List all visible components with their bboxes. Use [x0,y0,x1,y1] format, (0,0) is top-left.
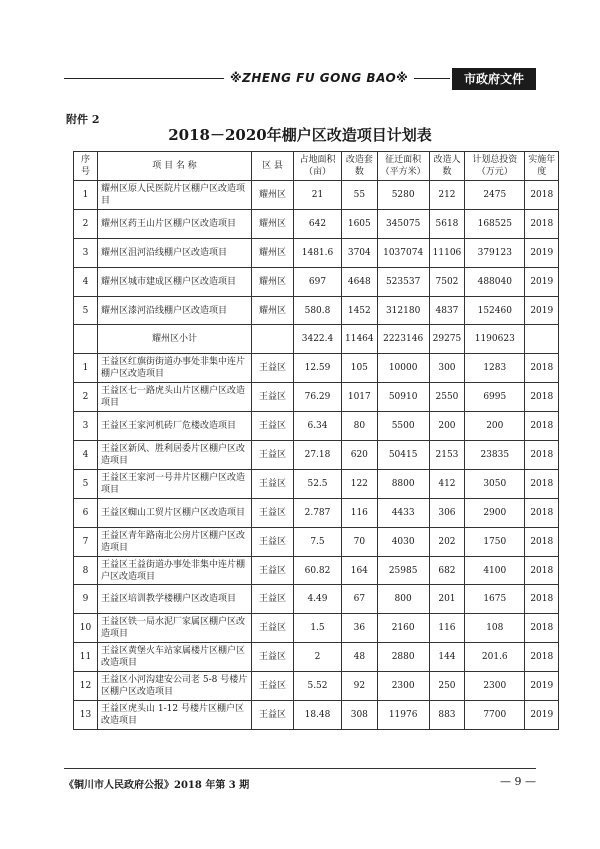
cell-people: 201 [429,585,465,614]
table-row [74,527,559,556]
table-row [74,556,559,585]
cell-investment: 7700 [465,701,525,730]
column-header-relocation: 征迁面积（平方米） [377,152,429,181]
cell-investment: 23835 [465,441,525,470]
cell-relocation-area: 2880 [377,643,429,672]
cell-investment: 379123 [465,238,525,267]
cell-units: 67 [342,585,378,614]
cell-relocation-area: 2300 [377,672,429,701]
cell-relocation-area: 10000 [377,354,429,383]
column-header-units: 改造套数 [342,152,378,181]
cell-district: 王益区 [252,469,294,498]
cell-no: 11 [74,643,98,672]
cell-people: 250 [429,672,465,701]
cell-people: 29275 [429,325,465,354]
cell-people: 2550 [429,383,465,412]
cell-year: 2019 [525,267,559,296]
table-row [74,585,559,614]
table-row [74,354,559,383]
cell-investment: 2900 [465,498,525,527]
cell-district: 王益区 [252,441,294,470]
cell-area: 52.5 [294,469,342,498]
publication-name: 《铜川市人民政府公报》2018 年第 3 期 [64,780,250,791]
cell-project-name: 王益区王家河机砖厂危楼改造项目 [98,412,252,441]
table-row [74,296,559,325]
cell-people: 412 [429,469,465,498]
cell-area: 7.5 [294,527,342,556]
page-title: 2018－2020年棚户区改造项目计划表 [168,126,432,144]
cell-relocation-area: 5280 [377,181,429,210]
cell-units: 4648 [342,267,378,296]
cell-area: 5.52 [294,672,342,701]
cell-people: 5618 [429,209,465,238]
column-header-people: 改造人数 [429,152,465,181]
cell-units: 92 [342,672,378,701]
cell-units: 1017 [342,383,378,412]
cell-area: 1.5 [294,614,342,643]
cell-relocation-area: 50415 [377,441,429,470]
cell-district: 王益区 [252,527,294,556]
cell-district [252,325,294,354]
table-row [74,441,559,470]
cell-year: 2018 [525,556,559,585]
cell-units: 36 [342,614,378,643]
cell-units: 70 [342,527,378,556]
cell-project-name: 王益区青年路南北公房片区棚户区改造项目 [98,527,252,556]
cell-no: 4 [74,267,98,296]
cell-no: 1 [74,181,98,210]
cell-relocation-area: 1037074 [377,238,429,267]
cell-year: 2018 [525,181,559,210]
cell-project-name: 王益区红旗街街道办事处非集中连片棚户区改造项目 [98,354,252,383]
cell-project-name: 王益区蜘山工贸片区棚户区改造项目 [98,498,252,527]
cell-district: 王益区 [252,672,294,701]
footer-rule [64,768,536,769]
cell-no: 6 [74,498,98,527]
cell-investment: 6995 [465,383,525,412]
cell-investment: 1283 [465,354,525,383]
cell-area: 3422.4 [294,325,342,354]
cell-project-name: 王益区七一路虎头山片区棚户区改造项目 [98,383,252,412]
cell-units: 3704 [342,238,378,267]
cell-project-name: 耀州区小计 [98,325,252,354]
cell-district: 王益区 [252,701,294,730]
table-row [74,267,559,296]
cell-no: 10 [74,614,98,643]
cell-area: 12.59 [294,354,342,383]
table-row [74,181,559,210]
table-body [74,181,559,730]
column-header-no: 序号 [74,152,98,181]
cell-units: 308 [342,701,378,730]
subtotal-row [74,325,559,354]
cell-district: 王益区 [252,643,294,672]
cell-people: 682 [429,556,465,585]
cell-no: 5 [74,296,98,325]
column-header-year: 实施年度 [525,152,559,181]
cell-year: 2018 [525,585,559,614]
cell-district: 耀州区 [252,267,294,296]
cell-area: 6.34 [294,412,342,441]
cell-year: 2019 [525,672,559,701]
cell-area: 580.8 [294,296,342,325]
cell-year: 2018 [525,498,559,527]
cell-investment: 168525 [465,209,525,238]
cell-project-name: 耀州区药王山片区棚户区改造项目 [98,209,252,238]
cell-district: 王益区 [252,383,294,412]
cell-relocation-area: 8800 [377,469,429,498]
cell-year: 2019 [525,238,559,267]
cell-no: 7 [74,527,98,556]
cell-year: 2018 [525,614,559,643]
cell-investment: 3050 [465,469,525,498]
table-row [74,209,559,238]
cell-no [74,325,98,354]
cell-units: 620 [342,441,378,470]
cell-investment: 1750 [465,527,525,556]
cell-project-name: 王益区王益街道办事处非集中连片棚户区改造项目 [98,556,252,585]
cell-no: 9 [74,585,98,614]
table-row [74,643,559,672]
cell-area: 76.29 [294,383,342,412]
cell-investment: 152460 [465,296,525,325]
cell-investment: 2475 [465,181,525,210]
cell-units: 1452 [342,296,378,325]
table-row [74,469,559,498]
cell-district: 王益区 [252,585,294,614]
cell-district: 王益区 [252,412,294,441]
cell-year: 2018 [525,383,559,412]
cell-investment: 2300 [465,672,525,701]
cell-area: 4.49 [294,585,342,614]
cell-people: 144 [429,643,465,672]
cell-area: 21 [294,181,342,210]
cell-project-name: 王益区铁一局水泥厂家属区棚户区改造项目 [98,614,252,643]
cell-no: 13 [74,701,98,730]
cell-area: 642 [294,209,342,238]
cell-no: 3 [74,238,98,267]
cell-people: 300 [429,354,465,383]
cell-project-name: 王益区小河沟建安公司老 5-8 号楼片区棚户区改造项目 [98,672,252,701]
cell-project-name: 王益区新风、胜利居委片区棚户区改造项目 [98,441,252,470]
cell-investment: 201.6 [465,643,525,672]
attachment-label: 附件 2 [66,113,100,126]
cell-area: 60.82 [294,556,342,585]
section-tab: 市政府文件 [452,68,536,90]
cell-project-name: 王益区王家河一号井片区棚户区改造项目 [98,469,252,498]
cell-relocation-area: 800 [377,585,429,614]
cell-project-name: 王益区黄堡火车站家属楼片区棚户区改造项目 [98,643,252,672]
cell-project-name: 耀州区漆河沿线棚户区改造项目 [98,296,252,325]
cell-relocation-area: 50910 [377,383,429,412]
table-header-row [74,152,559,181]
column-header-area: 占地面积（亩） [294,152,342,181]
cell-people: 306 [429,498,465,527]
cell-no: 5 [74,469,98,498]
cell-people: 2153 [429,441,465,470]
cell-project-name: 王益区虎头山 1-12 号楼片区棚户区改造项目 [98,701,252,730]
cell-relocation-area: 2223146 [377,325,429,354]
cell-area: 18.48 [294,701,342,730]
cell-relocation-area: 11976 [377,701,429,730]
cell-year: 2018 [525,527,559,556]
cell-no: 8 [74,556,98,585]
cell-year [525,325,559,354]
cell-year: 2018 [525,643,559,672]
cell-investment: 4100 [465,556,525,585]
page-number: — 9 — [500,775,536,788]
cell-units: 122 [342,469,378,498]
cell-project-name: 耀州区原人民医院片区棚户区改造项目 [98,181,252,210]
cell-people: 7502 [429,267,465,296]
cell-investment: 488040 [465,267,525,296]
cell-relocation-area: 523537 [377,267,429,296]
cell-project-name: 王益区培训教学楼棚户区改造项目 [98,585,252,614]
cell-area: 697 [294,267,342,296]
cell-relocation-area: 4030 [377,527,429,556]
cell-area: 2 [294,643,342,672]
column-header-investment: 计划总投资（万元） [465,152,525,181]
cell-relocation-area: 5500 [377,412,429,441]
cell-no: 12 [74,672,98,701]
cell-investment: 1190623 [465,325,525,354]
cell-relocation-area: 2160 [377,614,429,643]
cell-area: 27.18 [294,441,342,470]
cell-year: 2018 [525,441,559,470]
cell-project-name: 耀州区城市建成区棚户区改造项目 [98,267,252,296]
cell-project-name: 耀州区沮河沿线棚户区改造项目 [98,238,252,267]
cell-relocation-area: 25985 [377,556,429,585]
table-row [74,383,559,412]
cell-no: 3 [74,412,98,441]
cell-district: 耀州区 [252,209,294,238]
cell-district: 王益区 [252,354,294,383]
table-row [74,412,559,441]
cell-people: 11106 [429,238,465,267]
cell-people: 212 [429,181,465,210]
cell-area: 1481.6 [294,238,342,267]
table-row [74,238,559,267]
page-header [64,68,536,90]
gazette-banner: ※ZHENG FU GONG BAO※ [224,71,414,85]
cell-year: 2018 [525,209,559,238]
cell-units: 1605 [342,209,378,238]
cell-people: 4837 [429,296,465,325]
cell-investment: 108 [465,614,525,643]
cell-people: 116 [429,614,465,643]
table-row [74,614,559,643]
column-header-district: 区 县 [252,152,294,181]
table-row [74,701,559,730]
cell-units: 164 [342,556,378,585]
cell-people: 200 [429,412,465,441]
cell-units: 80 [342,412,378,441]
cell-investment: 200 [465,412,525,441]
cell-units: 55 [342,181,378,210]
cell-units: 105 [342,354,378,383]
cell-district: 耀州区 [252,296,294,325]
cell-people: 883 [429,701,465,730]
cell-year: 2018 [525,412,559,441]
cell-district: 耀州区 [252,238,294,267]
cell-district: 王益区 [252,556,294,585]
cell-units: 48 [342,643,378,672]
cell-no: 1 [74,354,98,383]
cell-year: 2019 [525,701,559,730]
column-header-name: 项 目 名 称 [98,152,252,181]
cell-district: 王益区 [252,614,294,643]
cell-year: 2019 [525,296,559,325]
table-row [74,672,559,701]
table-row [74,498,559,527]
cell-people: 202 [429,527,465,556]
cell-relocation-area: 4433 [377,498,429,527]
cell-year: 2018 [525,469,559,498]
cell-no: 2 [74,383,98,412]
project-plan-table [73,151,559,730]
cell-district: 耀州区 [252,181,294,210]
cell-relocation-area: 312180 [377,296,429,325]
cell-no: 2 [74,209,98,238]
cell-units: 116 [342,498,378,527]
cell-area: 2.787 [294,498,342,527]
cell-no: 4 [74,441,98,470]
cell-investment: 1675 [465,585,525,614]
cell-year: 2018 [525,354,559,383]
cell-district: 王益区 [252,498,294,527]
cell-relocation-area: 345075 [377,209,429,238]
cell-units: 11464 [342,325,378,354]
